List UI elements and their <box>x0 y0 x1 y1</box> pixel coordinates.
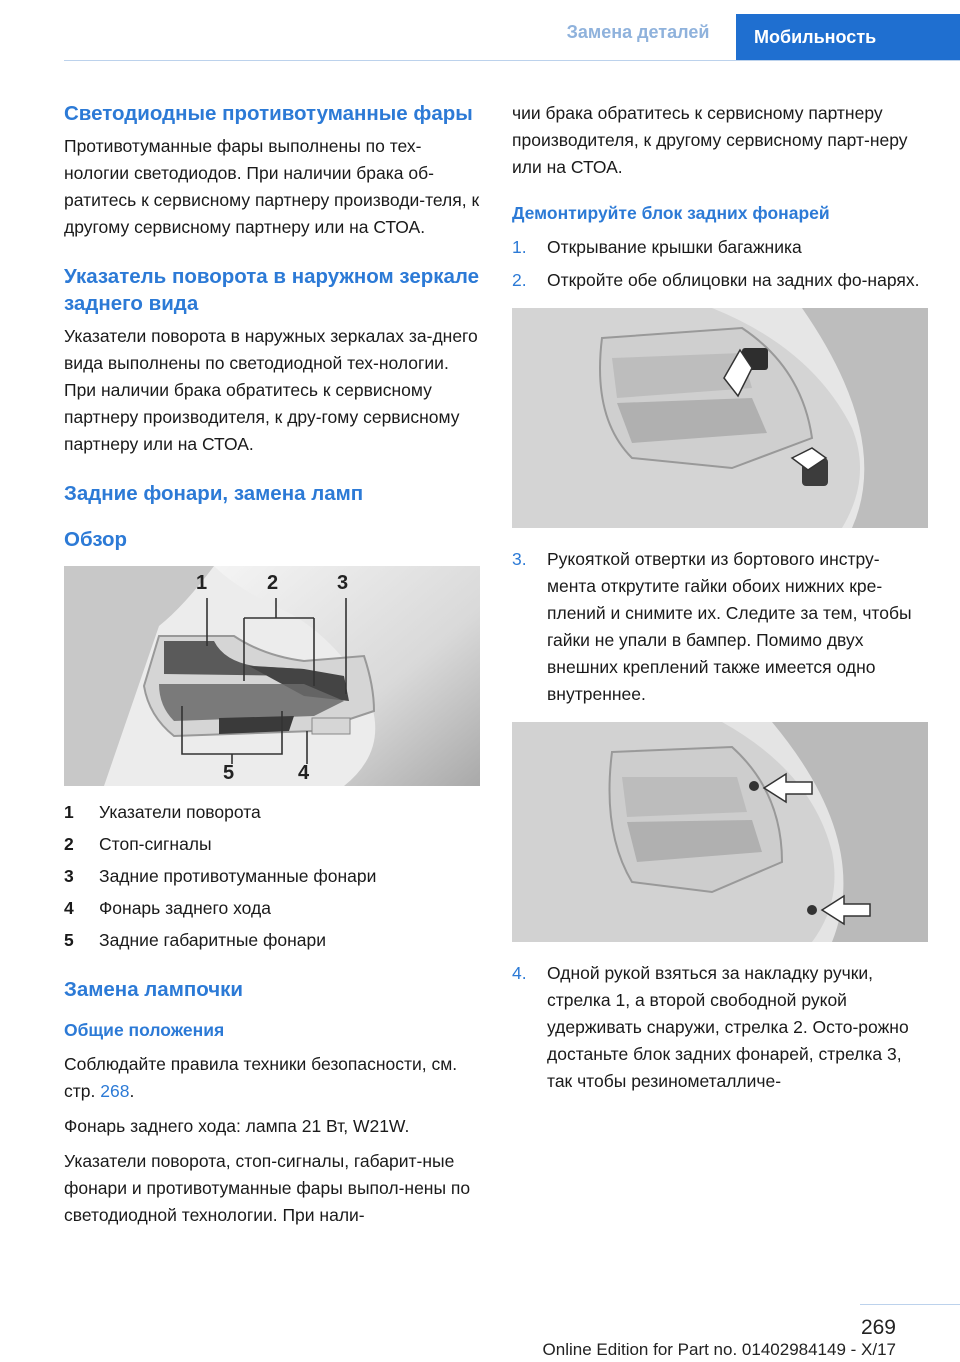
header-rule <box>64 60 960 61</box>
page-link-268[interactable]: 268 <box>100 1081 130 1101</box>
steps-list-final <box>512 960 928 1095</box>
heading-remove-tail-light: Демонтируйте блок задних фонарей <box>512 203 830 223</box>
text-mirror-turn-signal: Указатели поворота в наружных зеркалах за-днего вида выполнены по светодиодной тех-нологии. При наличии брака обратитесь к сервисному партнеру производителя, к дру-гому сервисному партнеру или на СТОА. <box>64 326 478 454</box>
text-led-technology: Указатели поворота, стоп-сигналы, габарит-ные фонари и противотуманные фары выпол-нены по светодиодной технологии. При нали- <box>64 1151 471 1225</box>
step-text: Рукояткой отвертки из бортового инстру-мента открутите гайки обоих нижних кре-плений и снимите их. Следите за тем, чтобы гайки не упали в бампер. Помимо двух внешних креплений также имеется одно внутреннее. <box>547 549 912 704</box>
figure-label-4: 4 <box>298 762 310 784</box>
legend-text: Задние противотуманные фонари <box>99 866 377 886</box>
page-number: 269 <box>860 1316 896 1339</box>
text-continued: чии брака обратитесь к сервисному партнеру производителя, к другому сервисному парт-неру или на СТОА. <box>512 103 908 177</box>
heading-rear-lamps: Задние фонари, замена ламп <box>64 482 364 505</box>
figure-label-1: 1 <box>196 572 208 594</box>
legend-number: 3 <box>64 866 74 886</box>
heading-led-fog-lights: Светодиодные противотуманные фары <box>64 102 473 125</box>
figure-label-5: 5 <box>223 762 235 784</box>
text-reverse-lamp: Фонарь заднего хода: лампа 21 Вт, W21W. <box>64 1116 410 1136</box>
step-item <box>512 960 928 1095</box>
text-safety <box>64 1051 480 1105</box>
text-safety-prefix: Соблюдайте правила техники безопасности, см. стр. <box>64 1054 458 1101</box>
heading-general: Общие положения <box>64 1020 225 1040</box>
step-number: 2. <box>512 270 527 290</box>
legend-item <box>64 924 480 956</box>
left-column <box>64 100 480 1237</box>
legend-item <box>64 860 480 892</box>
step-text: Откройте обе облицовки на задних фо-нарях. <box>547 270 920 290</box>
figure-label-3: 3 <box>337 572 349 594</box>
legend-item <box>64 796 480 828</box>
legend-number: 5 <box>64 930 74 950</box>
right-column <box>512 100 928 1101</box>
step-number: 3. <box>512 549 527 569</box>
chapter-tab[interactable]: Мобильность <box>736 14 960 60</box>
legend-item <box>64 828 480 860</box>
legend-item <box>64 892 480 924</box>
page-header <box>0 0 960 64</box>
step-text: Одной рукой взяться за накладку ручки, стрелка 1, а второй свободной рукой удерживать снаружи, стрелка 2. Осто-рожно достаньте блок задних фонарей, стрелка 3, так чтобы резинометалличе- <box>547 963 909 1091</box>
step-number: 4. <box>512 963 527 983</box>
steps-list-continued <box>512 546 928 708</box>
legend-text: Указатели поворота <box>99 802 261 822</box>
legend-text: Стоп-сигналы <box>99 834 212 854</box>
legend-text: Задние габаритные фонари <box>99 930 327 950</box>
section-title[interactable]: Замена деталей <box>566 22 710 42</box>
step-item <box>512 267 928 294</box>
legend-number: 2 <box>64 834 74 854</box>
legend-number: 4 <box>64 898 74 918</box>
text-led-fog-lights: Противотуманные фары выполнены по тех-нологии светодиодов. При наличии брака об-ратитесь к сервисному партнеру производи-теля, к другому сервисному партнеру или на СТОА. <box>64 136 480 237</box>
figure-legend <box>64 796 480 956</box>
legend-number: 1 <box>64 802 74 822</box>
edition-note: Online Edition for Part no. 01402984149 - X/17 <box>542 1340 896 1359</box>
nut-removal-figure <box>512 722 928 942</box>
step-item <box>512 234 928 261</box>
heading-mirror-turn-signal: Указатель поворота в наружном зеркале заднего вида <box>64 265 480 315</box>
step-text: Открывание крышки багажника <box>547 237 802 257</box>
steps-list <box>512 234 928 294</box>
step-number: 1. <box>512 237 527 257</box>
trim-panel-illustration <box>512 308 928 528</box>
text-safety-suffix: . <box>129 1081 135 1101</box>
figure-label-2: 2 <box>267 572 279 594</box>
heading-overview: Обзор <box>64 528 128 551</box>
tail-light-overview-figure <box>64 566 480 786</box>
nut-removal-illustration <box>512 722 928 942</box>
trim-panel-figure <box>512 308 928 528</box>
footer-rule <box>860 1304 960 1305</box>
tail-light-illustration <box>64 566 480 786</box>
step-item <box>512 546 928 708</box>
legend-text: Фонарь заднего хода <box>99 898 271 918</box>
heading-bulb-replacement: Замена лампочки <box>64 978 244 1001</box>
